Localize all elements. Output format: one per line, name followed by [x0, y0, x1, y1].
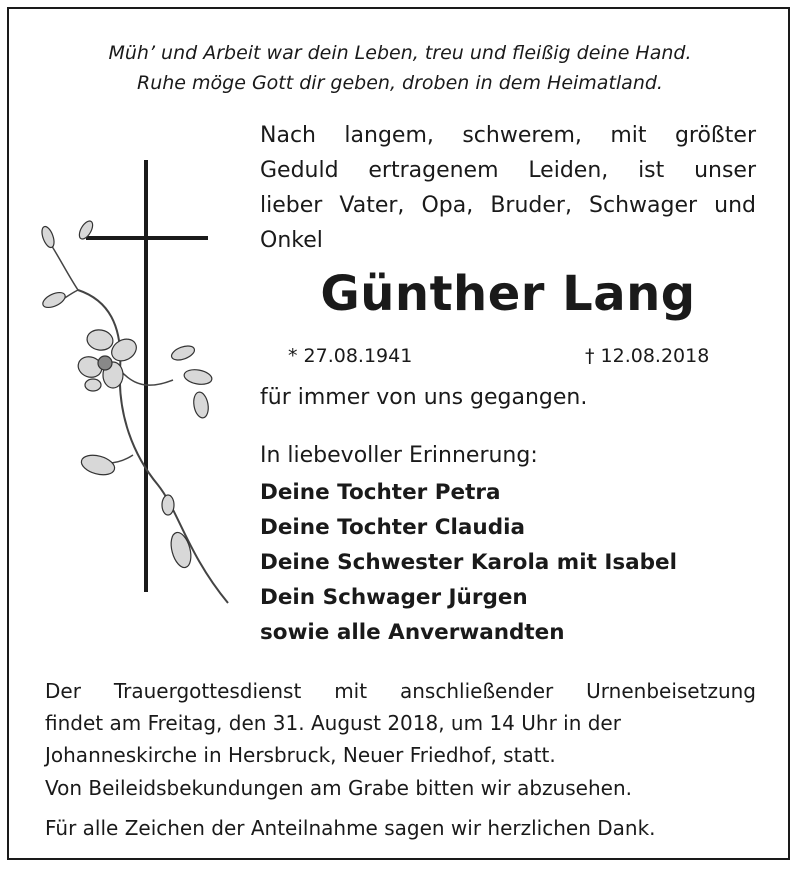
intro-paragraph — [260, 118, 756, 258]
mourner-item: Dein Schwager Jürgen — [260, 585, 528, 610]
service-announcement — [45, 675, 756, 771]
intro-line-1: Nach langem, schwerem, mit größter — [260, 123, 756, 148]
mourner-item: Deine Schwester Karola mit Isabel — [260, 550, 677, 575]
condolence-note: Von Beileidsbekundungen am Grabe bitten wir abzusehen. — [45, 776, 632, 800]
motto-line-1: Müh’ und Arbeit war dein Leben, treu und fleißig deine Hand. — [108, 42, 692, 64]
intro-line-2: Geduld ertragenem Leiden, ist unser — [260, 158, 756, 183]
intro-line-4: Onkel — [260, 228, 323, 253]
service-line-2: findet am Freitag, den 31. August 2018, um 14 Uhr in der — [45, 711, 621, 735]
deceased-name: Günther Lang — [320, 266, 696, 322]
cross-with-flower-artwork — [38, 155, 238, 615]
service-line-1: Der Trauergottesdienst mit anschließender Urnenbeisetzung — [45, 679, 756, 703]
mourners-list — [260, 475, 677, 650]
mourner-item: Deine Tochter Claudia — [260, 515, 525, 540]
motto-line-2: Ruhe möge Gott dir geben, droben in dem Heimatland. — [137, 72, 663, 94]
mourner-item: sowie alle Anverwandten — [260, 620, 565, 645]
flower-icon — [75, 328, 140, 391]
passing-text: für immer von uns gegangen. — [260, 385, 588, 410]
thanks-note: Für alle Zeichen der Anteilnahme sagen wir herzlichen Dank. — [45, 816, 656, 840]
birth-date: * 27.08.1941 — [288, 345, 413, 367]
intro-line-3: lieber Vater, Opa, Bruder, Schwager und — [260, 193, 756, 218]
flower-branch-icon — [40, 219, 228, 603]
death-date: † 12.08.2018 — [585, 345, 710, 367]
memory-label: In liebevoller Erinnerung: — [260, 443, 538, 468]
service-line-3: Johanneskirche in Hersbruck, Neuer Friedhof, statt. — [45, 743, 556, 767]
motto-verse — [0, 38, 800, 98]
mourner-item: Deine Tochter Petra — [260, 480, 501, 505]
